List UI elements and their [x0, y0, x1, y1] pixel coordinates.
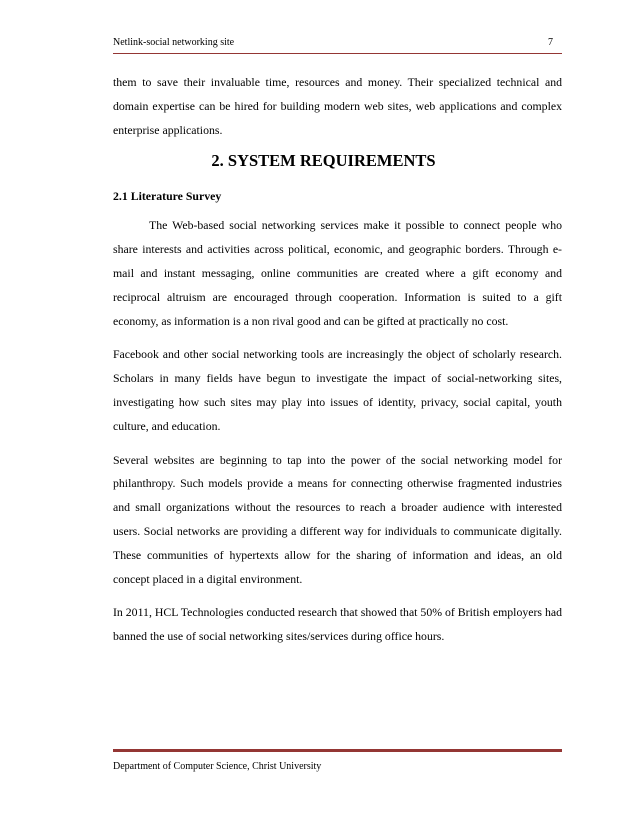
paragraph-hcl-research: In 2011, HCL Technologies conducted research that showed that 50% of British employers had banned the use of social networking sites/services during office hours. — [113, 605, 562, 644]
paragraph-philanthropy: Several websites are beginning to tap into the power of the social networking model for philanthropy. Such models provide a means for connecting otherwise fragmented industries and small organizations without the resources to reach a broader audience with interested users. Social networks are providing a different way for individuals to communicate digitally. These communities of hypertexts allow for the sharing of information and ideas, an old concept placed in a digital environment. — [113, 452, 562, 586]
chapter-title: 2. SYSTEM REQUIREMENTS — [211, 151, 436, 171]
paragraph-scholarly-research: Facebook and other social networking tools are increasingly the object of scholarly research. Scholars in many fields have begun to investigate the impact of social-networking sites, investigating how such sites may play into issues of identity, privacy, social capital, youth culture, and education. — [113, 347, 562, 433]
intro-paragraph: them to save their invaluable time, resources and money. Their specialized technical and domain expertise can be hired for building modern web sites, web applications and complex enterprise applications. — [113, 75, 562, 137]
page-footer: Department of Computer Science, Christ University — [113, 761, 322, 772]
page-body — [113, 71, 562, 659]
page-number: 7 — [548, 37, 553, 48]
footer-rule — [113, 749, 562, 752]
header-rule — [113, 53, 562, 54]
section-title: 2.1 Literature Survey — [113, 189, 222, 204]
paragraph-web-based-networking: The Web-based social networking services make it possible to connect people who share interests and activities across political, economic, and geographic borders. Through e-mail and instant messaging, online communities are created where a gift economy and reciprocal altruism are encouraged through cooperation. Information is suited to a gift economy, as information is a non rival good and can be gifted at practically no cost. — [113, 218, 562, 328]
header-title: Netlink-social networking site — [113, 37, 235, 48]
